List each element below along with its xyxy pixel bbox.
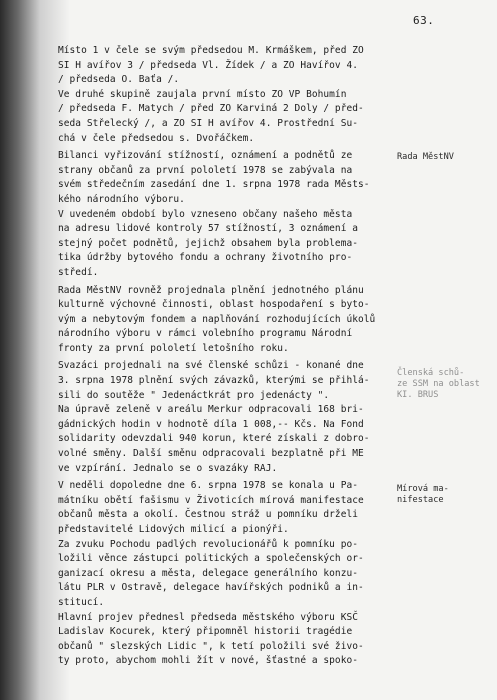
text-line: představitelé Lidových milicí a pionýři. [58,524,289,535]
text-line: fronty za první pololetí letošního roku. [58,342,289,354]
text-line: stejný počet podnětů, jejichž obsahem byla problema- [58,237,359,249]
paragraph [58,359,388,476]
paragraph [58,284,388,357]
text-line: Na úpravě zeleně v areálu Merkur odpracovali 168 bri- [58,404,364,416]
text-line: / předseda O. Baťa /. [58,74,180,86]
text-line: SI H avířov 3 / předseda Vl. Žídek / a ZO Havířov 4. [58,59,359,71]
text-line: ložili věnce zástupci politických a společenských or- [58,553,364,565]
text-line: ty proto, abychom mohli žít v nové, šťastné a spoko- [58,655,359,667]
page-number: 63. [413,14,435,27]
text-line: volné směny. Další směnu odpracovali bezplatně při ME [58,448,364,460]
paragraph [58,149,388,280]
text-line: Ve druhé skupině zaujala první místo ZO VP Bohumín [58,88,347,100]
typewritten-chronicle-text [58,44,388,669]
text-line: gádnických hodin v hodnotě díla 1 008,-- Kčs. Na Fond [58,418,364,430]
text-line: Ladislav Kocurek, který připomněl historii tragédie [58,626,353,638]
text-line: občanů " slezských Lidic ", k tetí položili své živo- [58,640,364,652]
text-line: kulturně výchovné činnosti, oblast hospodaření s byto- [58,299,370,311]
text-line: ganizací okresu a města, delegace generálního konzu- [58,567,359,579]
margin-note-peace-manifestation: Mírová ma- nifestace [397,484,449,505]
text-line: vým a nebytovým fondem a naplňování rozhodujících úkolů [58,313,376,325]
text-line: 3. srpna 1978 plnění svých závazků, kterými se přihlá- [58,375,370,387]
text-line: Rada MěstNV rovněž projednala plnění jednotného plánu [58,284,364,296]
text-line: stitucí. [58,596,105,608]
text-line: mátníku obětí fašismu v Životicích mírová manifestace [58,494,364,506]
text-line: strany občanů za první pololetí 1978 se zabývala na [58,164,353,176]
text-line: látu PLR v Ostravě, delegace havířských podniků a in- [58,582,364,594]
text-line: Hlavní projev přednesl předseda městského výboru KSČ [58,611,359,623]
text-line: tika údržby bytového fondu a ochrany životního pro- [58,252,353,264]
text-line: V uvedeném období bylo vzneseno občany našeho města [58,208,353,220]
paragraph [58,479,388,669]
text-line: národního výboru v rámci volebního programu Národní [58,328,353,340]
text-line: / předseda F. Matych / před ZO Karviná 2 Doly / před- [58,103,364,115]
text-line: středí. [58,266,99,278]
text-line: kého národního výboru. [58,193,185,205]
margin-note-ssm-meeting: Členská schů- ze SSM na oblast KI. BRUS [397,368,480,400]
text-line: chá v čele předsedou s. Dvořáčkem. [58,132,255,144]
text-line: Svazáci projednali na své členské schůzi - konané dne [58,360,364,372]
text-line: občanů města a okolí. Čestnou stráž u pomníku drželi [58,509,359,521]
paragraph [58,44,388,146]
text-line: Místo 1 v čele se svým předsedou M. Krmáškem, před ZO [58,45,364,56]
text-line: seda Střelecký /, a ZO SI H avířov 4. Prostřední Su- [58,117,359,129]
margin-note-council: Rada MěstNV [397,152,454,162]
text-line: Za zvuku Pochodu padlých revolucionářů k pomníku po- [58,538,359,550]
text-line: Bilanci vyřizování stížností, oznámení a podnětů ze [58,150,353,162]
text-line: svém středečním zasedání dne 1. srpna 1978 rada Městs- [58,179,370,191]
text-line: solidarity odevzdali 940 korun, které získali z dobro- [58,433,370,445]
text-line: sili do soutěže " Jedenáctkrát pro jedenácty ". [58,389,330,401]
text-line: ve vzpírání. Jednalo se o svazáky RAJ. [58,462,278,474]
text-line: V neděli dopoledne dne 6. srpna 1978 se konala u Pa- [58,480,359,492]
text-line: na adresu lidové kontroly 57 stížností, 3 oznámení a [58,223,359,235]
